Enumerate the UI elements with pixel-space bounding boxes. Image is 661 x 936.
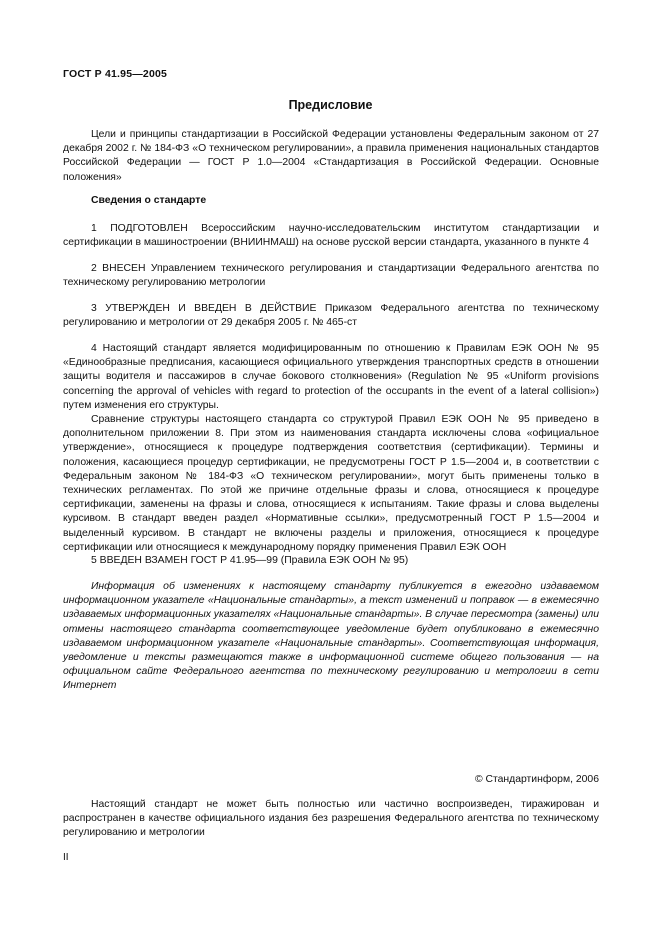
item-4-continuation: Сравнение структуры настоящего стандарта со структурой Правил ЕЭК ООН № 95 приведено в дополнительном приложении 8. При этом из наименования стандарта исключены слова «официальное утверждение», относящиеся к процедуре подтверждения соответствия (сертификации). Термины и положения, касающиеся процедур сертификации, не предусмотрены ГОСТ Р 1.5—2004 и, в соответствии с Федеральным законом № 184-ФЗ «О техническом регулировании», могут быть применены только в технических регламентах. По этой же причине отдельные фразы и слова, относящиеся к процедуре сертификации, заменены на фразы и слова, относящиеся к испытаниям. Такие фразы и слова выделены курсивом. В стандарт введен раздел «Нормативные ссылки», предусмотренный ГОСТ Р 1.5—2004 и выделенный курсивом. В стандарт не включены разделы и приложения, относящиеся к процедуре сертификации или относящиеся к международному порядку применения Правил ЕЭК ООН (63, 414, 599, 553)
item-1-block (63, 222, 599, 250)
item-2-block (63, 262, 599, 290)
footer-block (63, 798, 599, 841)
item-3-paragraph: 3 УТВЕРЖДЕН И ВВЕДЕН В ДЕЙСТВИЕ Приказом Федерального агентства по техническому регулированию и метрологии от 29 декабря 2005 г. № 465-ст (63, 303, 599, 329)
item-5-paragraph: 5 ВВЕДЕН ВЗАМЕН ГОСТ Р 41.95—99 (Правила ЕЭК ООН № 95) (91, 555, 409, 566)
page-title: Предисловие (288, 98, 373, 112)
item-2-paragraph: 2 ВНЕСЕН Управлением технического регулирования и стандартизации Федерального агентства по техническому регулированию метрологии (63, 263, 599, 289)
section-heading-block (63, 194, 599, 208)
item-3-block (63, 302, 599, 330)
copyright-line: © Стандартинформ, 2006 (474, 774, 599, 785)
item-1-paragraph: 1 ПОДГОТОВЛЕН Всероссийским научно-исследовательским институтом стандартизации и сертификации в машиностроении (ВНИИНМАШ) на основе русской версии стандарта, указанного в пункте 4 (63, 223, 599, 249)
document-header: ГОСТ Р 41.95—2005 (63, 68, 168, 80)
item-4-paragraph: 4 Настоящий стандарт является модифицированным по отношению к Правилам ЕЭК ООН № 95 «Единообразные предписания, касающиеся официального утверждения транспортных средств в отношении защиты водителя и пассажиров в случае бокового столкновения» (Regulation № 95 «Uniform provisions concerning the approval of vehicles with regard to protection of the occupants in the event of a lateral collision») путем изменения его структуры. (63, 343, 599, 411)
intro-block (63, 128, 599, 185)
intro-paragraph: Цели и принципы стандартизации в Российской Федерации установлены Федеральным законом от 27 декабря 2002 г. № 184-ФЗ «О техническом регулировании», а правила применения национальных стандартов Российской Федерации — ГОСТ Р 1.0—2004 «Стандартизация в Российской Федерации. Основные положения» (63, 129, 599, 183)
section-heading: Сведения о стандарте (91, 195, 207, 206)
notice-block (63, 580, 599, 694)
footer-paragraph: Настоящий стандарт не может быть полностью или частично воспроизведен, тиражирован и распространен в качестве официального издания без разрешения Федерального агентства по техническому регулированию и метрологии (63, 799, 599, 839)
item-5-block (63, 554, 599, 568)
page-number: II (63, 852, 69, 863)
notice-paragraph: Информация об изменениях к настоящему стандарту публикуется в ежегодно издаваемом информационном указателе «Национальные стандарты», а текст изменений и поправок — в ежемесячно издаваемых информационных указателях «Национальные стандарты». В случае пересмотра (замены) или отмены настоящего стандарта соответствующее уведомление будет опубликовано в ежемесячно издаваемом информационном указателе «Национальные стандарты». Соответствующая информация, уведомление и тексты размещаются также в информационной системе общего пользования — на официальном сайте Федерального агентства по техническому регулированию и метрологии в сети Интернет (63, 581, 599, 692)
item-4-block (63, 342, 599, 555)
